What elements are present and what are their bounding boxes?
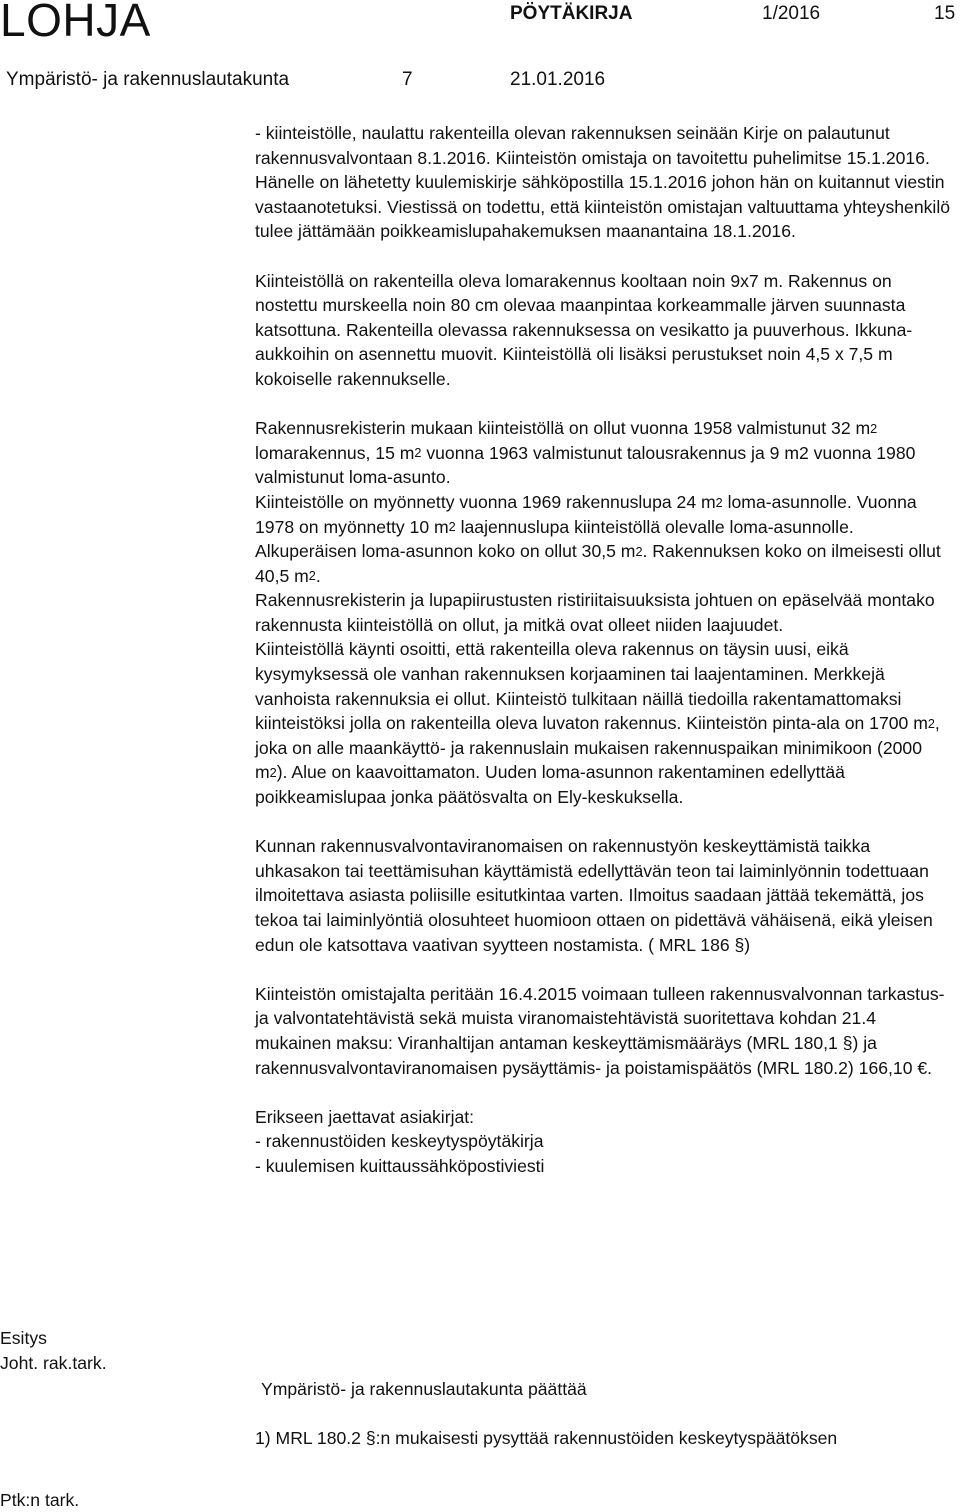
paragraph-fee: Kiinteistön omistajalta peritään 16.4.2015 voimaan tulleen rakennusvalvonnan tarkastus- ja valvontatehtävistä sekä muista viranomaistehtävistä suoritettava kohdan 21.4 mukainen maksu: Viranhaltijan antaman keskeyttämismääräys (MRL 180,1 §) ja rakennusvalvontaviranomaisen pysäyttämis- ja poistamispäätös (MRL 180.2) 166,10 €.: [255, 983, 945, 1078]
document-number: 1/2016: [762, 3, 821, 24]
attachment-item: - rakennustöiden keskeytyspöytäkirja: [255, 1131, 544, 1152]
paragraph-permits: Kiinteistölle on myönnetty vuonna 1969 rakennuslupa 24 $m^2$ loma-asunnolle. Vuonna 1978 on myönnetty 10 $m^2$ laajennuslupa kiinteistöllä olevalle loma-asunnolle. Alkuperäisen loma-asunnon koko on ollut 30,5 $m^2$. Rakennuksen koko on ilmeisesti ollut 40,5 $m^2$.: [255, 491, 941, 586]
decision-item: 1) MRL 180.2 §:n mukaisesti pysyttää rakennustöiden keskeytyspäätöksen: [255, 1428, 838, 1448]
paragraph-building-register: Rakennusrekisterin mukaan kiinteistöllä on ollut vuonna 1958 valmistunut 32 $m^2$ lomarakennus, 15 $m^2$ vuonna 1963 valmistunut talousrakennus ja 9 m2 vuonna 1980 valmistunut loma-asunto.: [255, 418, 916, 488]
attachments-title: Erikseen jaettavat asiakirjat:: [255, 1106, 475, 1127]
paragraph-police-notice: Kunnan rakennusvalvontaviranomaisen on rakennustyön keskeyttämistä taikka uhkasakon tai teettämisuhan käyttämistä edellyttävän teon tai laiminlyönnin todettuaan ilmoitettava asiasta poliisille esitutkintaa varten. Ilmoitus saadaan jättää tekemättä, jos tekoa tai laiminlyöntiä olosuhteet huomioon ottaen on pidettävä vähäisenä, eikä yleisen edun ole katsottava vaativan syytteen nostamista. ( MRL 186 §): [255, 836, 933, 955]
document-type: PÖYTÄKIRJA: [510, 3, 633, 24]
attachment-item: - kuulemisen kuittaussähköpostiviesti: [255, 1155, 545, 1176]
paragraph-notification: - kiinteistölle, naulattu rakenteilla olevan rakennuksen seinään Kirje on palautunut rakennusvalvontaan 8.1.2016. Kiinteistön omistaja on tavoitettu puhelimitse 15.1.2016. Hänelle on lähetetty kuulemiskirje sähköpostilla 15.1.2016 johon hän on kuitannut viestin vastaanotetuksi. Viestissä on todettu, että kiinteistön omistajan valtuuttama yhteyshenkilö tulee jättämään poikkeamislupahakemuksen maanantaina 18.1.2016.: [255, 123, 951, 242]
section-number: 7: [402, 69, 413, 90]
decision-heading: Ympäristö- ja rakennuslautakunta päättää: [261, 1379, 587, 1399]
page-number: 15: [934, 3, 956, 24]
paragraph-discrepancies: Rakennusrekisterin ja lupapiirustusten ristiriitaisuuksista johtuen on epäselvää montako rakennusta kiinteistöllä on ollut, ja mitkä ovat olleet niiden laajuudet.: [255, 590, 935, 635]
municipality-logo: LOHJA: [0, 0, 151, 46]
minutes-checker-label: Ptk:n tark.: [0, 1490, 80, 1510]
meeting-date: 21.01.2016: [510, 69, 606, 90]
paragraph-site-inspection: Kiinteistöllä on rakenteilla oleva lomarakennus kooltaan noin 9x7 m. Rakennus on nostettu murskeella noin 80 cm olevaa maanpintaa korkeammalle järven suunnasta katsottuna. Rakenteilla olevassa rakennuksessa on vesikatto ja puuverhous. Ikkuna-aukkoihin on asennettu muovit. Kiinteistöllä oli lisäksi perustukset noin 4,5 x 7,5 m kokoiselle rakennukselle.: [255, 270, 913, 389]
preparer-label: Joht. rak.tark.: [0, 1353, 107, 1373]
paragraph-assessment: Kiinteistöllä käynti osoitti, että rakenteilla oleva rakennus on täysin uusi, eikä kysymyksessä ole vanhan rakennuksen korjaaminen tai laajentaminen. Merkkejä vanhoista rakennuksia ei ollut. Kiinteistö tulkitaan näillä tiedoilla rakentamattomaksi kiinteistöksi jolla on rakenteilla oleva luvaton rakennus. Kiinteistön pinta-ala on 1700 $m^2$, joka on alle maankäyttö- ja rakennuslain mukaisen rakennuspaikan minimikoon (2000 $m^2$). Alue on kaavoittamaton. Uuden loma-asunnon rakentaminen edellyttää poikkeamislupaa jonka päätösvalta on Ely-keskuksella.: [255, 639, 940, 808]
proposal-label: Esitys: [0, 1328, 47, 1348]
committee-name: Ympäristö- ja rakennuslautakunta: [6, 69, 290, 90]
document-body: [255, 121, 957, 1179]
